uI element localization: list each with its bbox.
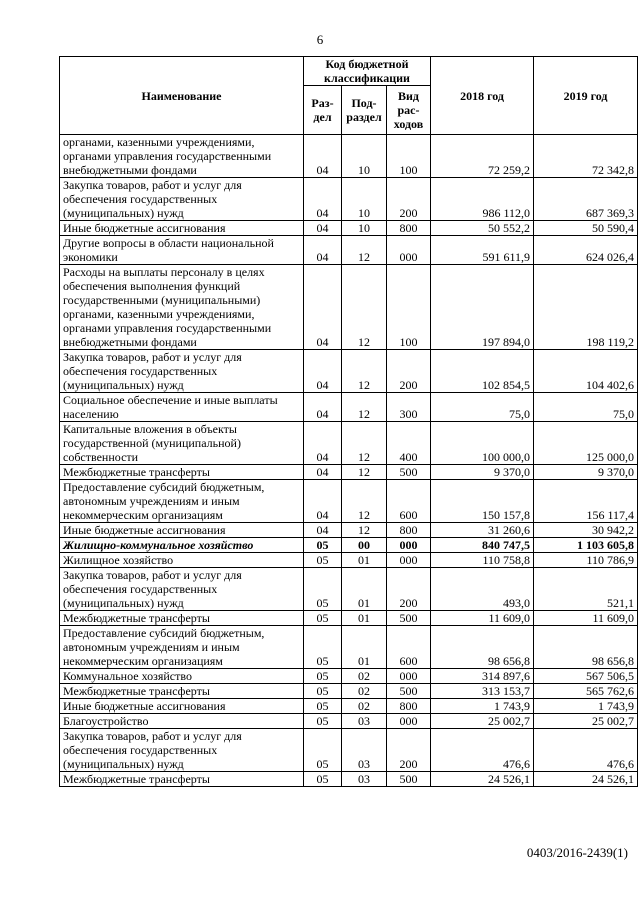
row-subsection: 03 bbox=[342, 772, 387, 787]
table-row bbox=[60, 523, 638, 538]
budget-table bbox=[59, 56, 638, 787]
row-subsection: 12 bbox=[342, 465, 387, 480]
row-section: 05 bbox=[304, 553, 342, 568]
row-value-2018: 25 002,7 bbox=[431, 714, 534, 729]
row-section: 05 bbox=[304, 729, 342, 772]
row-value-2018: 75,0 bbox=[431, 393, 534, 422]
header-expense-type: Вид рас-ходов bbox=[387, 86, 431, 135]
row-subsection: 12 bbox=[342, 265, 387, 350]
row-subsection: 01 bbox=[342, 553, 387, 568]
row-value-2019: 1 743,9 bbox=[534, 699, 638, 714]
row-value-2018: 24 526,1 bbox=[431, 772, 534, 787]
row-value-2019: 687 369,3 bbox=[534, 178, 638, 221]
row-section: 04 bbox=[304, 523, 342, 538]
header-section: Раз-дел bbox=[304, 86, 342, 135]
row-section: 05 bbox=[304, 669, 342, 684]
table-row bbox=[60, 465, 638, 480]
row-value-2019: 30 942,2 bbox=[534, 523, 638, 538]
row-value-2018: 110 758,8 bbox=[431, 553, 534, 568]
row-name: Капитальные вложения в объекты государственной (муниципальной) собственности bbox=[60, 422, 304, 465]
row-value-2018: 102 854,5 bbox=[431, 350, 534, 393]
row-subsection: 02 bbox=[342, 699, 387, 714]
row-section: 04 bbox=[304, 135, 342, 178]
table-body bbox=[60, 135, 638, 787]
row-name: Закупка товаров, работ и услуг для обеспечения государственных (муниципальных) нужд bbox=[60, 350, 304, 393]
table-row bbox=[60, 714, 638, 729]
row-expense-type: 800 bbox=[387, 523, 431, 538]
table-header-row bbox=[60, 57, 638, 86]
row-value-2018: 493,0 bbox=[431, 568, 534, 611]
row-name: Межбюджетные трансферты bbox=[60, 772, 304, 787]
row-name: Благоустройство bbox=[60, 714, 304, 729]
row-value-2018: 314 897,6 bbox=[431, 669, 534, 684]
table-row bbox=[60, 221, 638, 236]
row-expense-type: 200 bbox=[387, 178, 431, 221]
page-number: 6 bbox=[316, 32, 324, 47]
row-value-2019: 24 526,1 bbox=[534, 772, 638, 787]
table-row bbox=[60, 626, 638, 669]
table-row bbox=[60, 265, 638, 350]
row-expense-type: 600 bbox=[387, 480, 431, 523]
row-value-2019: 98 656,8 bbox=[534, 626, 638, 669]
row-expense-type: 500 bbox=[387, 772, 431, 787]
table-row bbox=[60, 350, 638, 393]
row-subsection: 12 bbox=[342, 422, 387, 465]
row-expense-type: 000 bbox=[387, 236, 431, 265]
row-section: 04 bbox=[304, 480, 342, 523]
row-value-2018: 197 894,0 bbox=[431, 265, 534, 350]
row-name: Закупка товаров, работ и услуг для обеспечения государственных (муниципальных) нужд bbox=[60, 729, 304, 772]
row-section: 04 bbox=[304, 422, 342, 465]
row-section: 05 bbox=[304, 611, 342, 626]
row-name: Расходы на выплаты персоналу в целях обеспечения выполнения функций государственными (муниципальными) органами, казенными учреждениями, органами управления государственными внебюджетными фондами bbox=[60, 265, 304, 350]
row-subsection: 12 bbox=[342, 350, 387, 393]
row-subsection: 01 bbox=[342, 626, 387, 669]
table-row bbox=[60, 393, 638, 422]
row-expense-type: 000 bbox=[387, 538, 431, 553]
row-section: 05 bbox=[304, 772, 342, 787]
row-expense-type: 800 bbox=[387, 699, 431, 714]
row-section: 04 bbox=[304, 221, 342, 236]
row-name: Жилищно-коммунальное хозяйство bbox=[60, 538, 304, 553]
row-name: Жилищное хозяйство bbox=[60, 553, 304, 568]
row-section: 04 bbox=[304, 465, 342, 480]
row-expense-type: 000 bbox=[387, 714, 431, 729]
row-value-2018: 50 552,2 bbox=[431, 221, 534, 236]
row-name: Предоставление субсидий бюджетным, автономным учреждениям и иным некоммерческим организациям bbox=[60, 626, 304, 669]
row-expense-type: 500 bbox=[387, 465, 431, 480]
row-expense-type: 600 bbox=[387, 626, 431, 669]
row-name: Иные бюджетные ассигнования bbox=[60, 523, 304, 538]
row-subsection: 02 bbox=[342, 669, 387, 684]
table-row bbox=[60, 553, 638, 568]
row-value-2019: 1 103 605,8 bbox=[534, 538, 638, 553]
table-row bbox=[60, 684, 638, 699]
row-value-2018: 98 656,8 bbox=[431, 626, 534, 669]
row-value-2018: 9 370,0 bbox=[431, 465, 534, 480]
table-row bbox=[60, 480, 638, 523]
row-name: Межбюджетные трансферты bbox=[60, 465, 304, 480]
row-expense-type: 000 bbox=[387, 553, 431, 568]
row-subsection: 10 bbox=[342, 221, 387, 236]
row-section: 04 bbox=[304, 265, 342, 350]
row-value-2019: 9 370,0 bbox=[534, 465, 638, 480]
table-row bbox=[60, 236, 638, 265]
row-value-2018: 31 260,6 bbox=[431, 523, 534, 538]
table-row bbox=[60, 669, 638, 684]
row-name: Коммунальное хозяйство bbox=[60, 669, 304, 684]
table-row bbox=[60, 538, 638, 553]
row-subsection: 10 bbox=[342, 178, 387, 221]
row-expense-type: 100 bbox=[387, 135, 431, 178]
row-section: 04 bbox=[304, 178, 342, 221]
row-value-2018: 591 611,9 bbox=[431, 236, 534, 265]
table-row bbox=[60, 135, 638, 178]
row-value-2019: 521,1 bbox=[534, 568, 638, 611]
table-row bbox=[60, 611, 638, 626]
row-value-2018: 1 743,9 bbox=[431, 699, 534, 714]
row-subsection: 03 bbox=[342, 729, 387, 772]
row-section: 04 bbox=[304, 350, 342, 393]
row-value-2018: 986 112,0 bbox=[431, 178, 534, 221]
row-subsection: 01 bbox=[342, 568, 387, 611]
row-value-2019: 156 117,4 bbox=[534, 480, 638, 523]
row-subsection: 12 bbox=[342, 393, 387, 422]
row-expense-type: 300 bbox=[387, 393, 431, 422]
row-name: Другие вопросы в области национальной экономики bbox=[60, 236, 304, 265]
row-expense-type: 800 bbox=[387, 221, 431, 236]
header-name: Наименование bbox=[60, 57, 304, 135]
row-value-2019: 624 026,4 bbox=[534, 236, 638, 265]
row-expense-type: 200 bbox=[387, 568, 431, 611]
header-2018: 2018 год bbox=[431, 57, 534, 135]
header-code-group: Код бюджетной классификации bbox=[304, 57, 431, 86]
table-row bbox=[60, 699, 638, 714]
header-2019: 2019 год bbox=[534, 57, 638, 135]
row-value-2019: 25 002,7 bbox=[534, 714, 638, 729]
row-name: Межбюджетные трансферты bbox=[60, 611, 304, 626]
row-value-2018: 72 259,2 bbox=[431, 135, 534, 178]
row-subsection: 03 bbox=[342, 714, 387, 729]
row-value-2018: 100 000,0 bbox=[431, 422, 534, 465]
row-expense-type: 500 bbox=[387, 611, 431, 626]
row-section: 05 bbox=[304, 684, 342, 699]
row-value-2018: 840 747,5 bbox=[431, 538, 534, 553]
row-value-2019: 125 000,0 bbox=[534, 422, 638, 465]
row-expense-type: 400 bbox=[387, 422, 431, 465]
table-row bbox=[60, 772, 638, 787]
row-value-2019: 75,0 bbox=[534, 393, 638, 422]
row-name: Закупка товаров, работ и услуг для обеспечения государственных (муниципальных) нужд bbox=[60, 178, 304, 221]
row-section: 04 bbox=[304, 236, 342, 265]
row-section: 05 bbox=[304, 714, 342, 729]
row-section: 05 bbox=[304, 568, 342, 611]
row-subsection: 12 bbox=[342, 480, 387, 523]
row-value-2018: 11 609,0 bbox=[431, 611, 534, 626]
row-value-2019: 567 506,5 bbox=[534, 669, 638, 684]
row-subsection: 10 bbox=[342, 135, 387, 178]
table-row bbox=[60, 568, 638, 611]
header-subsection: Под-раздел bbox=[342, 86, 387, 135]
row-name: Предоставление субсидий бюджетным, автономным учреждениям и иным некоммерческим организациям bbox=[60, 480, 304, 523]
row-name: Межбюджетные трансферты bbox=[60, 684, 304, 699]
row-expense-type: 100 bbox=[387, 265, 431, 350]
row-subsection: 12 bbox=[342, 236, 387, 265]
row-name: Иные бюджетные ассигнования bbox=[60, 699, 304, 714]
row-subsection: 02 bbox=[342, 684, 387, 699]
row-section: 04 bbox=[304, 393, 342, 422]
row-expense-type: 500 bbox=[387, 684, 431, 699]
row-subsection: 01 bbox=[342, 611, 387, 626]
row-subsection: 12 bbox=[342, 523, 387, 538]
table-row bbox=[60, 422, 638, 465]
row-name: Иные бюджетные ассигнования bbox=[60, 221, 304, 236]
table-row bbox=[60, 729, 638, 772]
row-value-2019: 11 609,0 bbox=[534, 611, 638, 626]
row-value-2019: 476,6 bbox=[534, 729, 638, 772]
document-code: 0403/2016-2439(1) bbox=[526, 845, 628, 860]
row-value-2018: 476,6 bbox=[431, 729, 534, 772]
row-value-2019: 565 762,6 bbox=[534, 684, 638, 699]
row-value-2019: 198 119,2 bbox=[534, 265, 638, 350]
row-name: органами, казенными учреждениями, органами управления государственными внебюджетными фондами bbox=[60, 135, 304, 178]
row-expense-type: 200 bbox=[387, 350, 431, 393]
row-value-2018: 313 153,7 bbox=[431, 684, 534, 699]
row-name: Социальное обеспечение и иные выплаты населению bbox=[60, 393, 304, 422]
row-subsection: 00 bbox=[342, 538, 387, 553]
row-value-2018: 150 157,8 bbox=[431, 480, 534, 523]
row-section: 05 bbox=[304, 699, 342, 714]
row-expense-type: 200 bbox=[387, 729, 431, 772]
table-row bbox=[60, 178, 638, 221]
row-value-2019: 104 402,6 bbox=[534, 350, 638, 393]
row-section: 05 bbox=[304, 538, 342, 553]
row-value-2019: 110 786,9 bbox=[534, 553, 638, 568]
row-value-2019: 50 590,4 bbox=[534, 221, 638, 236]
row-name: Закупка товаров, работ и услуг для обеспечения государственных (муниципальных) нужд bbox=[60, 568, 304, 611]
row-expense-type: 000 bbox=[387, 669, 431, 684]
row-value-2019: 72 342,8 bbox=[534, 135, 638, 178]
row-section: 05 bbox=[304, 626, 342, 669]
